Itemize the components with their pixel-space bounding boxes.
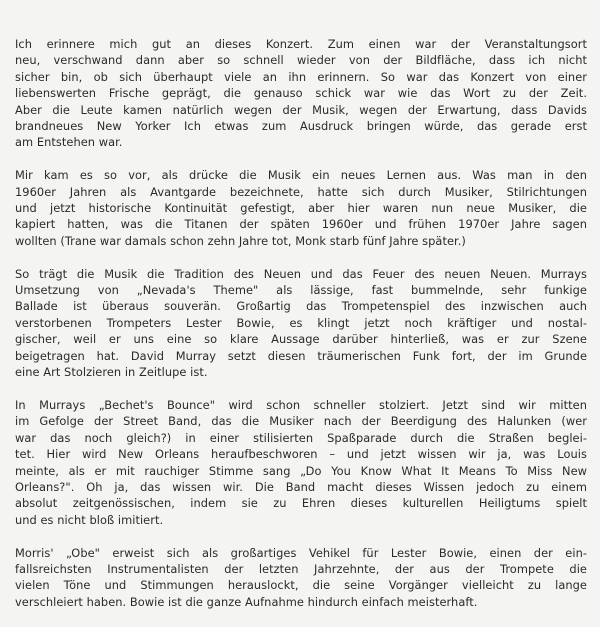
text-line: absolut zeitgenössischen, indem sie zu Ehren dieses kulturellen Heiligtums spielt: [15, 496, 587, 511]
text-line: am Entstehen war.: [15, 135, 123, 150]
text-line: Morris' „Obe" erweist sich als großartiges Vehikel für Lester Bowie, einen der ein-: [15, 545, 587, 560]
text-line: verschleiert haben. Bowie ist die ganze Aufnahme hindurch einfach meisterhaft.: [15, 594, 478, 609]
text-line: brandneues New Yorker Ich etwas zum Ausdruck bringen würde, das gerade erst: [15, 119, 587, 134]
text-line: wollten (Trane war damals schon zehn Jahre tot, Monk starb fünf Jahre später.): [15, 233, 466, 248]
text-line: und es nicht bloß imitiert.: [15, 512, 164, 527]
paragraph-3: [15, 266, 587, 381]
text-line: tet. Hier wird New Orleans heraufbeschworen – und jetzt wissen wir ja, was Louis: [15, 447, 587, 462]
text-line: im Gefolge der Street Band, das die Musiker nach der Beerdigung des Halunken (wer: [15, 414, 587, 429]
text-line: So trägt die Musik die Tradition des Neuen und das Feuer des neuen Neuen. Murrays: [15, 266, 587, 281]
text-line: Umsetzung von „Nevada's Theme" als lässige, fast bummelnde, sehr funkige: [15, 283, 587, 298]
text-line: Orleans?". Oh ja, das wissen wir. Die Band macht dieses Wissen jedoch zu einem: [15, 479, 587, 494]
text-line: kapiert hatten, was die Titanen der späten 1960er und frühen 1970er Jahre sagen: [15, 217, 587, 232]
text-line: sicher bin, ob sich überhaupt viele an ihn erinnern. So war das Konzert von einer: [15, 69, 587, 84]
text-line: liebenswerten Frische geprägt, die genauso schick war wie das Wort zu der Zeit.: [15, 86, 587, 101]
text-line: vielen Töne und Stimmungen herauslockt, die seine Vorgänger vielleicht zu lange: [15, 578, 587, 593]
paragraph-5: [15, 545, 587, 611]
text-line: fallsreichsten Instrumentalisten der letzten Jahrzehnte, der aus der Trompete die: [15, 561, 587, 576]
text-line: In Murrays „Bechet's Bounce" wird schon schneller stolziert. Jetzt sind wir mitten: [15, 397, 587, 412]
text-line: Ballade ist überaus souverän. Großartig das Trompetenspiel des inzwischen auch: [15, 299, 587, 314]
text-line: gischer, weil er uns eine so klare Aussage darüber hinterließ, was er zur Szene: [15, 332, 587, 347]
text-line: beigetragen hat. David Murray setzt diesen träumerischen Funk fort, der im Grunde: [15, 348, 587, 363]
text-line: 1960er Jahren als Avantgarde bezeichnete, hatte sich durch Musiker, Stilrichtungen: [15, 184, 587, 199]
paragraph-1: [15, 36, 587, 151]
text-line: verstorbenen Trompeters Lester Bowie, es klingt jetzt noch kräftiger und nostal-: [15, 315, 587, 330]
text-line: eine Art Stolzieren in Zeitlupe ist.: [15, 365, 208, 380]
text-line: meinte, als er mit rauchiger Stimme sang „Do You Know What It Means To Miss New: [15, 463, 587, 478]
paragraph-2: [15, 167, 587, 249]
text-line: und jetzt historische Kontinuität gefestigt, aber hier waren nun neue Musiker, die: [15, 201, 587, 216]
text-line: Ich erinnere mich gut an dieses Konzert. Zum einen war der Veranstaltungsort: [15, 37, 587, 51]
body-text: [15, 36, 587, 627]
text-line: Mir kam es so vor, als drücke die Musik ein neues Lernen aus. Was man in den: [15, 168, 587, 183]
text-line: neu, verschwand dann aber so schnell wieder von der Bildfläche, dass ich nicht: [15, 53, 587, 68]
text-line: war das noch gleich?) in einer stilisierten Spaßparade durch die Straßen beglei-: [15, 430, 587, 445]
paragraph-4: [15, 397, 587, 528]
text-line: Aber die Leute kamen natürlich wegen der Musik, wegen der Erwartung, dass Davids: [15, 102, 587, 117]
